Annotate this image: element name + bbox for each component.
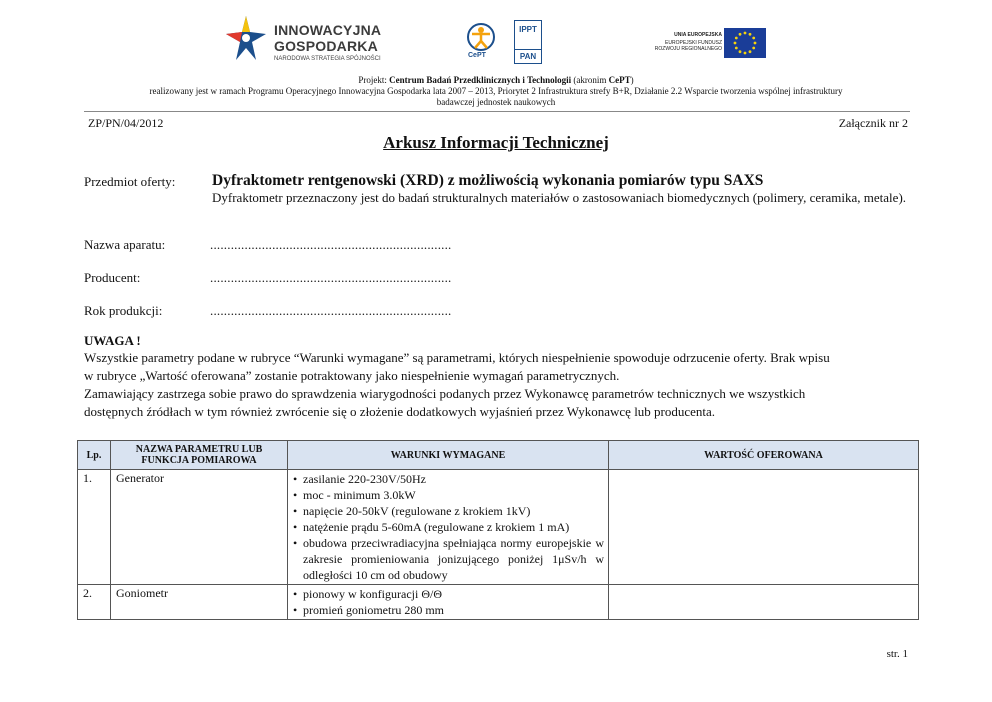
row-lp: 2.: [78, 585, 111, 620]
attachment-number: Załącznik nr 2: [838, 116, 908, 130]
header-parameter-name-line1: NAZWA PARAMETRU LUB: [135, 444, 263, 455]
row-offered-value[interactable]: [609, 585, 919, 620]
field-value-manufacturer: ......................................................................: [210, 270, 452, 285]
document-title: Arkusz Informacji Technicznej: [383, 133, 609, 152]
notice-line-4: dostępnych źródłach w tym również zwrócenie się o złożenie dodatkowych wyjaśnień przez Wykonawcę lub producenta.: [84, 404, 716, 419]
logo-text-gospodarka: GOSPODARKA: [274, 38, 378, 54]
ippt-pan-logo: [514, 20, 542, 64]
eu-flag-icon: [724, 28, 766, 58]
header-divider: [84, 111, 910, 112]
logo-text-innowacyjna: INNOWACYJNA: [274, 22, 382, 38]
program-line-cont: badawczej jednostek naukowych: [436, 97, 556, 107]
cept-figure-icon: [466, 22, 496, 52]
subject-description: Dyfraktometr przeznaczony jest do badań strukturalnych materiałów o zastosowaniach biomedycznych (polimery, ceramika, metale).: [212, 190, 907, 205]
requirement-item: • moc - minimum 3.0kW: [293, 487, 604, 503]
project-acronym: CePT: [608, 75, 631, 85]
notice-line-1: Wszystkie parametry podane w rubryce “Warunki wymagane” są parametrami, których niespełnienie spowoduje odrzucenie oferty. Brak wpisu: [84, 350, 830, 365]
header-parameter-name: [111, 441, 288, 470]
innowacyjna-gospodarka-logo: [224, 14, 404, 66]
project-name: Centrum Badań Przedklinicznych i Technologii: [389, 75, 572, 85]
field-value-production-year: ......................................................................: [210, 303, 452, 318]
logo-text-strategia: NARODOWA STRATEGIA SPÓJNOŚCI: [274, 56, 381, 62]
notice-line-3: Zamawiający zastrzega sobie prawo do sprawdzenia wiarygodności podanych przez Wykonawcę parametrów technicznych we wszystkich: [84, 386, 806, 401]
field-label-production-year: Rok produkcji:: [84, 303, 163, 318]
ippt-logo-text: IPPT: [519, 25, 537, 34]
header-parameter-name-line2: FUNKCJA POMIAROWA: [141, 455, 257, 466]
eu-logo: [650, 28, 768, 60]
project-acronym-suffix: ): [630, 75, 634, 85]
table-row: [78, 585, 919, 620]
row-parameter-name: Generator: [111, 470, 288, 585]
eu-logo-text-2: EUROPEJSKI FUNDUSZ: [665, 40, 722, 46]
header-requirements: WARUNKI WYMAGANE: [288, 441, 609, 470]
requirement-item: • zasilanie 220-230V/50Hz: [293, 471, 604, 487]
field-label-manufacturer: Producent:: [84, 270, 141, 285]
header-offered-value: WARTOŚĆ OFEROWANA: [609, 441, 919, 470]
header-lp: Lp.: [78, 441, 111, 470]
row-requirements: [288, 470, 609, 585]
project-line: [0, 75, 992, 85]
table-row: [78, 470, 919, 585]
row-offered-value[interactable]: [609, 470, 919, 585]
field-label-device-name: Nazwa aparatu:: [84, 237, 166, 252]
logo-bar: [0, 12, 992, 70]
subject-title: Dyfraktometr rentgenowski (XRD) z możliwością wykonania pomiarów typu SAXS: [212, 172, 764, 189]
requirement-item: • pionowy w konfiguracji Θ/Θ: [293, 586, 604, 602]
requirement-item: • obudowa przeciwradiacyjna spełniająca normy europejskie w zakresie promieniowania jonizującego poniżej 1μSv/h w odległości 10 cm od obudowy: [293, 535, 604, 583]
innowacyjna-star-icon: [224, 14, 270, 64]
notice-line-2: w rubryce „Wartość oferowana” zostanie potraktowany jako niespełnienie wymagań parametrycznych.: [84, 368, 620, 383]
page-number: str. 1: [886, 648, 908, 660]
document-reference: ZP/PN/04/2012: [88, 116, 164, 130]
requirements-list: [293, 471, 604, 583]
requirement-item: • napięcie 20-50kV (regulowane z krokiem 1kV): [293, 503, 604, 519]
row-requirements: [288, 585, 609, 620]
parameters-table: [77, 440, 919, 620]
table-header-row: [78, 441, 919, 470]
requirement-item: • promień goniometru 280 mm: [293, 602, 604, 618]
project-acronym-prefix: (akronim: [571, 75, 609, 85]
field-value-device-name: ......................................................................: [210, 237, 452, 252]
program-line: realizowany jest w ramach Programu Operacyjnego Innowacyjna Gospodarka lata 2007 – 2013, Priorytet 2 Infrastruktura strefy B+R, Działanie 2.2 Wsparcie tworzenia wspólnej infrastruktury: [149, 86, 843, 96]
subject-label: Przedmiot oferty:: [84, 174, 176, 189]
row-parameter-name: Goniometr: [111, 585, 288, 620]
eu-logo-text-1: UNIA EUROPEJSKA: [674, 32, 722, 38]
row-lp: 1.: [78, 470, 111, 585]
eu-logo-text-3: ROZWOJU REGIONALNEGO: [654, 46, 722, 52]
pan-logo-text: PAN: [515, 49, 541, 61]
cept-logo: [466, 22, 496, 62]
requirements-list: [293, 586, 604, 618]
notice-heading: UWAGA !: [84, 333, 141, 348]
requirement-item: • natężenie prądu 5-60mA (regulowane z krokiem 1 mA): [293, 519, 604, 535]
project-prefix: Projekt:: [358, 75, 390, 85]
cept-logo-text: CePT: [468, 52, 486, 59]
